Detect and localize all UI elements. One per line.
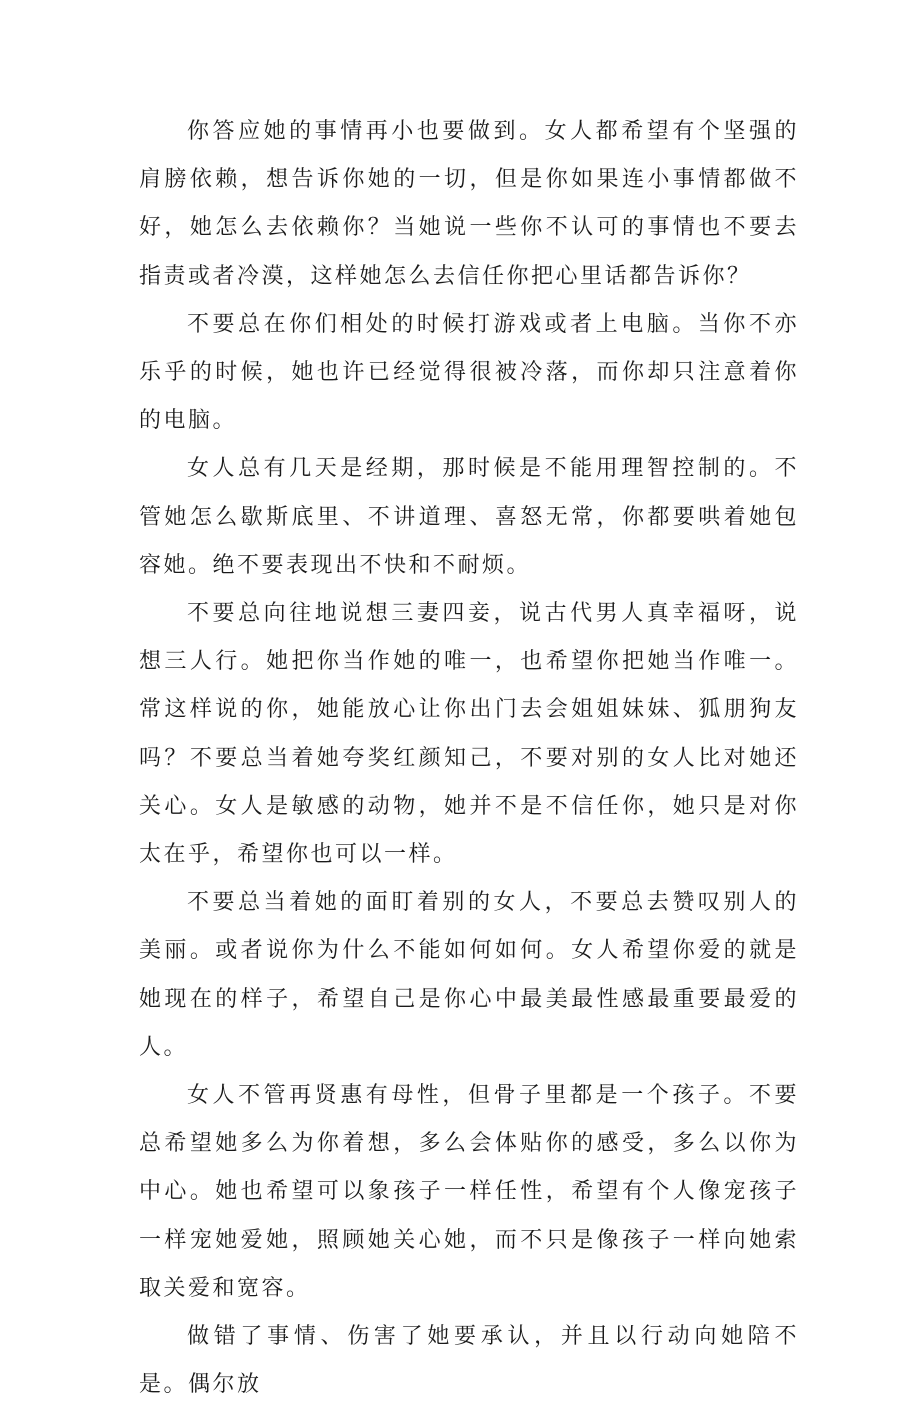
document-body [139, 108, 799, 1409]
paragraph-1: 你答应她的事情再小也要做到。女人都希望有个坚强的肩膀依赖，想告诉你她的一切，但是你如果连小事情都做不好，她怎么去依赖你？当她说一些你不认可的事情也不要去指责或者冷漠，这样她怎么去信任你把心里话都告诉你？ [139, 119, 799, 289]
paragraph-7: 做错了事情、伤害了她要承认，并且以行动向她陪不是。偶尔放 [139, 1324, 799, 1398]
paragraph-4: 不要总向往地说想三妻四妾，说古代男人真幸福呀，说想三人行。她把你当作她的唯一，也希望你把她当作唯一。常这样说的你，她能放心让你出门去会姐姐妹妹、狐朋狗友吗？不要总当着她夸奖红颜知己，不要对别的女人比对她还关心。女人是敏感的动物，她并不是不信任你，她只是对你太在乎，希望你也可以一样。 [139, 601, 799, 868]
paragraph-5: 不要总当着她的面盯着别的女人，不要总去赞叹别人的美丽。或者说你为什么不能如何如何。女人希望你爱的就是她现在的样子，希望自己是你心中最美最性感最重要最爱的人。 [139, 890, 799, 1060]
paragraph-3: 女人总有几天是经期，那时候是不能用理智控制的。不管她怎么歇斯底里、不讲道理、喜怒无常，你都要哄着她包容她。绝不要表现出不快和不耐烦。 [139, 456, 799, 578]
paragraph-2: 不要总在你们相处的时候打游戏或者上电脑。当你不亦乐乎的时候，她也许已经觉得很被冷落，而你却只注意着你的电脑。 [139, 311, 799, 434]
paragraph-6: 女人不管再贤惠有母性，但骨子里都是一个孩子。不要总希望她多么为你着想，多么会体贴你的感受，多么以你为中心。她也希望可以象孩子一样任性，希望有个人像宠孩子一样宠她爱她，照顾她关心她，而不只是像孩子一样向她索取关爱和宽容。 [139, 1083, 799, 1301]
